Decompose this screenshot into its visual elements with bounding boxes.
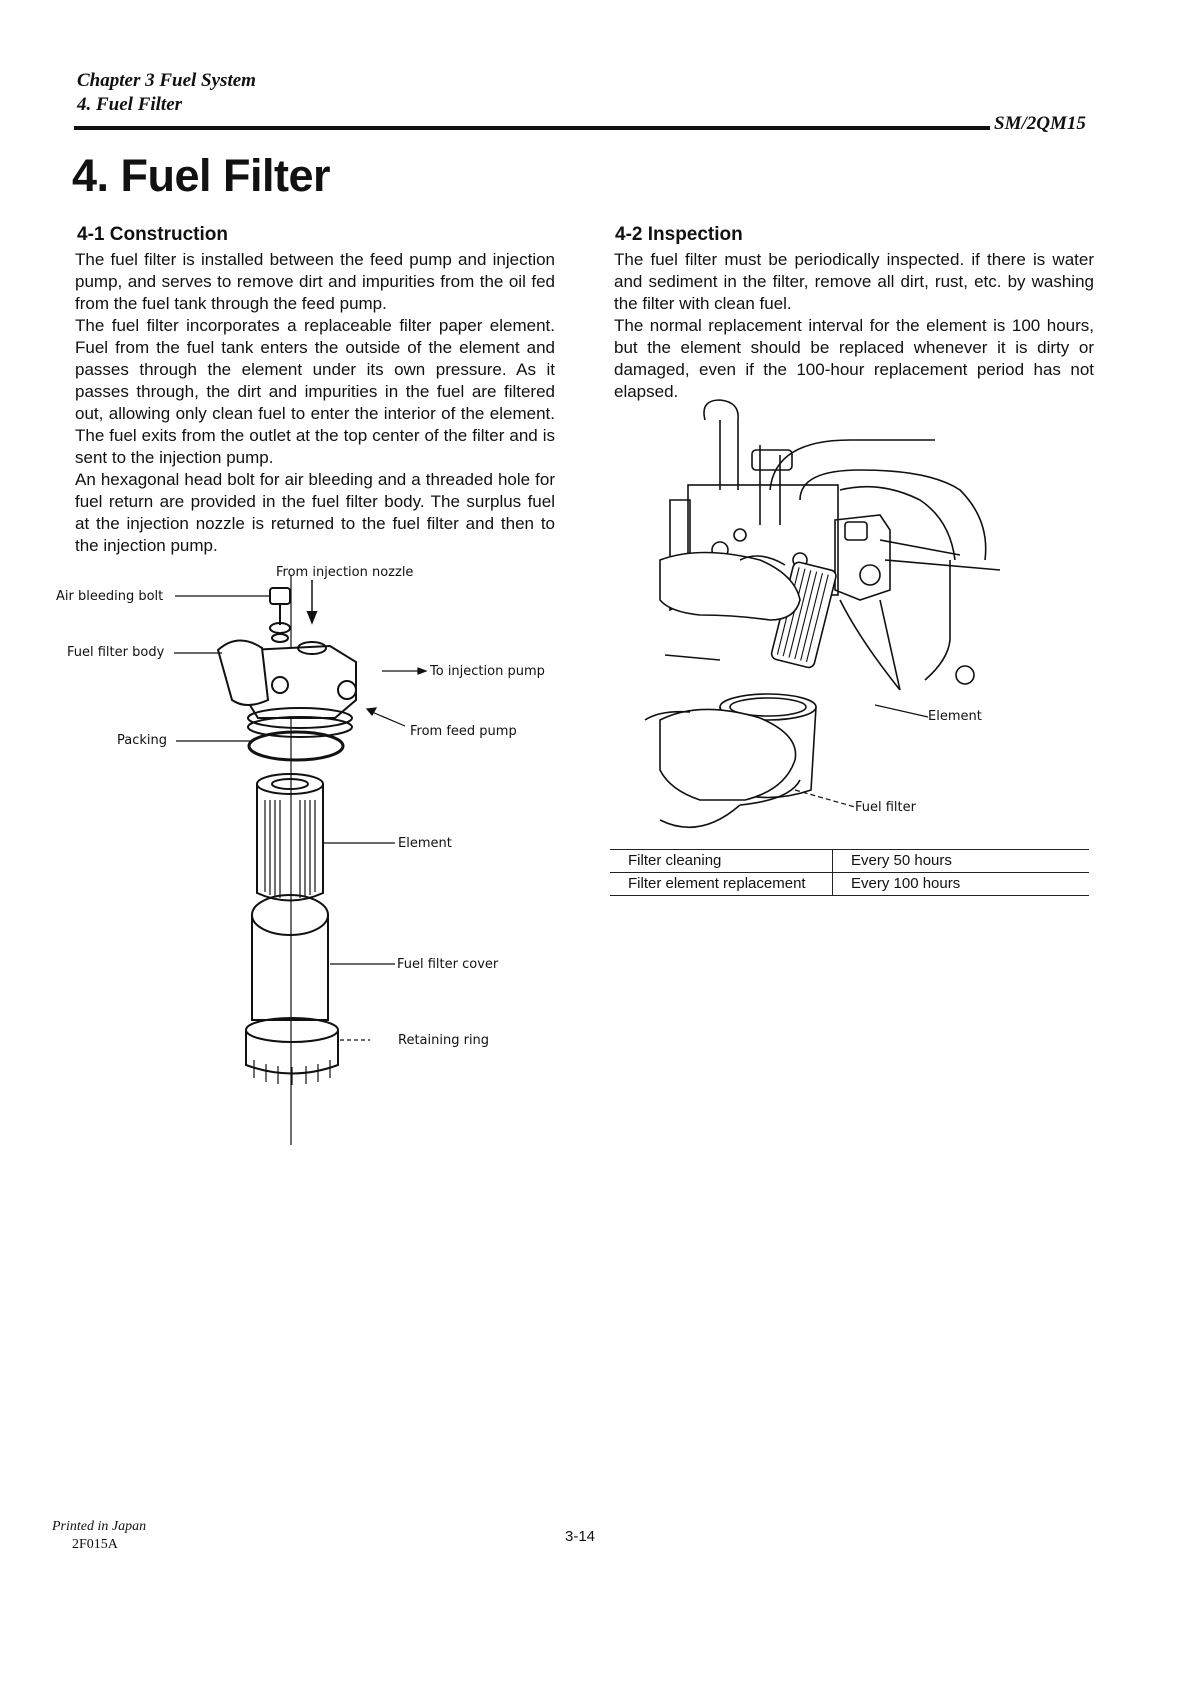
- photo-label-fuel-filter: Fuel filter: [855, 800, 916, 815]
- construction-paragraph: The fuel filter is installed between the feed pump and injection pump, and serves to remove dirt and impurities from the oil fed from the fuel tank through the feed pump.: [75, 250, 555, 313]
- header-section: 4. Fuel Filter: [77, 94, 183, 115]
- photo-label-element: Element: [928, 709, 982, 724]
- inspection-paragraph: The fuel filter must be periodically inspected. if there is water and sediment in the filter, remove all dirt, rust, etc. by washing the filter with clean fuel.: [614, 250, 1094, 313]
- header-model: SM/2QM15: [994, 113, 1086, 134]
- label-retaining-ring: Retaining ring: [398, 1033, 490, 1048]
- label-element: Element: [398, 836, 452, 851]
- table-cell-interval: Every 100 hours: [833, 873, 1090, 896]
- label-air-bleeding-bolt: Air bleeding bolt: [56, 589, 164, 604]
- page-number: 3-14: [565, 1528, 596, 1545]
- construction-paragraph: The fuel filter incorporates a replaceable filter paper element. Fuel from the fuel tank enters the outside of the element and passes through the element under its own pressure. As it passes through, the dirt and impurities in the fuel are filtered out, allowing only clean fuel to enter the interior of the element. The fuel exits from the outlet at the top center of the filter and is sent to the injection pump.: [75, 316, 555, 467]
- inspection-heading: 4-2 Inspection: [615, 224, 743, 245]
- label-packing: Packing: [117, 733, 168, 748]
- footer-printed: Printed in Japan: [52, 1519, 147, 1534]
- table-cell-item: Filter element replacement: [610, 873, 833, 896]
- construction-paragraph: An hexagonal head bolt for air bleeding and a threaded hole for fuel return are provided in the fuel filter body. The surplus fuel at the injection nozzle is returned to the fuel filter and then to the injection pump.: [75, 470, 555, 555]
- construction-heading: 4-1 Construction: [77, 224, 228, 245]
- footer-code: 2F015A: [72, 1537, 118, 1552]
- maintenance-interval-table: [610, 849, 1089, 896]
- inspection-paragraph: The normal replacement interval for the element is 100 hours, but the element should be replaced whenever it is dirty or damaged, even if the 100-hour replacement period has not elapsed.: [614, 316, 1094, 401]
- table-cell-interval: Every 50 hours: [833, 850, 1090, 873]
- label-from-injection-nozzle: From injection nozzle: [276, 565, 414, 580]
- label-to-injection-pump: To injection pump: [430, 664, 545, 679]
- table-row: [610, 873, 1089, 896]
- header-chapter: Chapter 3 Fuel System: [77, 70, 256, 91]
- page-title: 4. Fuel Filter: [72, 150, 331, 201]
- label-fuel-filter-body: Fuel filter body: [67, 645, 165, 660]
- table-cell-item: Filter cleaning: [610, 850, 833, 873]
- label-from-feed-pump: From feed pump: [410, 724, 517, 739]
- table-row: [610, 850, 1089, 873]
- label-fuel-filter-cover: Fuel filter cover: [397, 957, 499, 972]
